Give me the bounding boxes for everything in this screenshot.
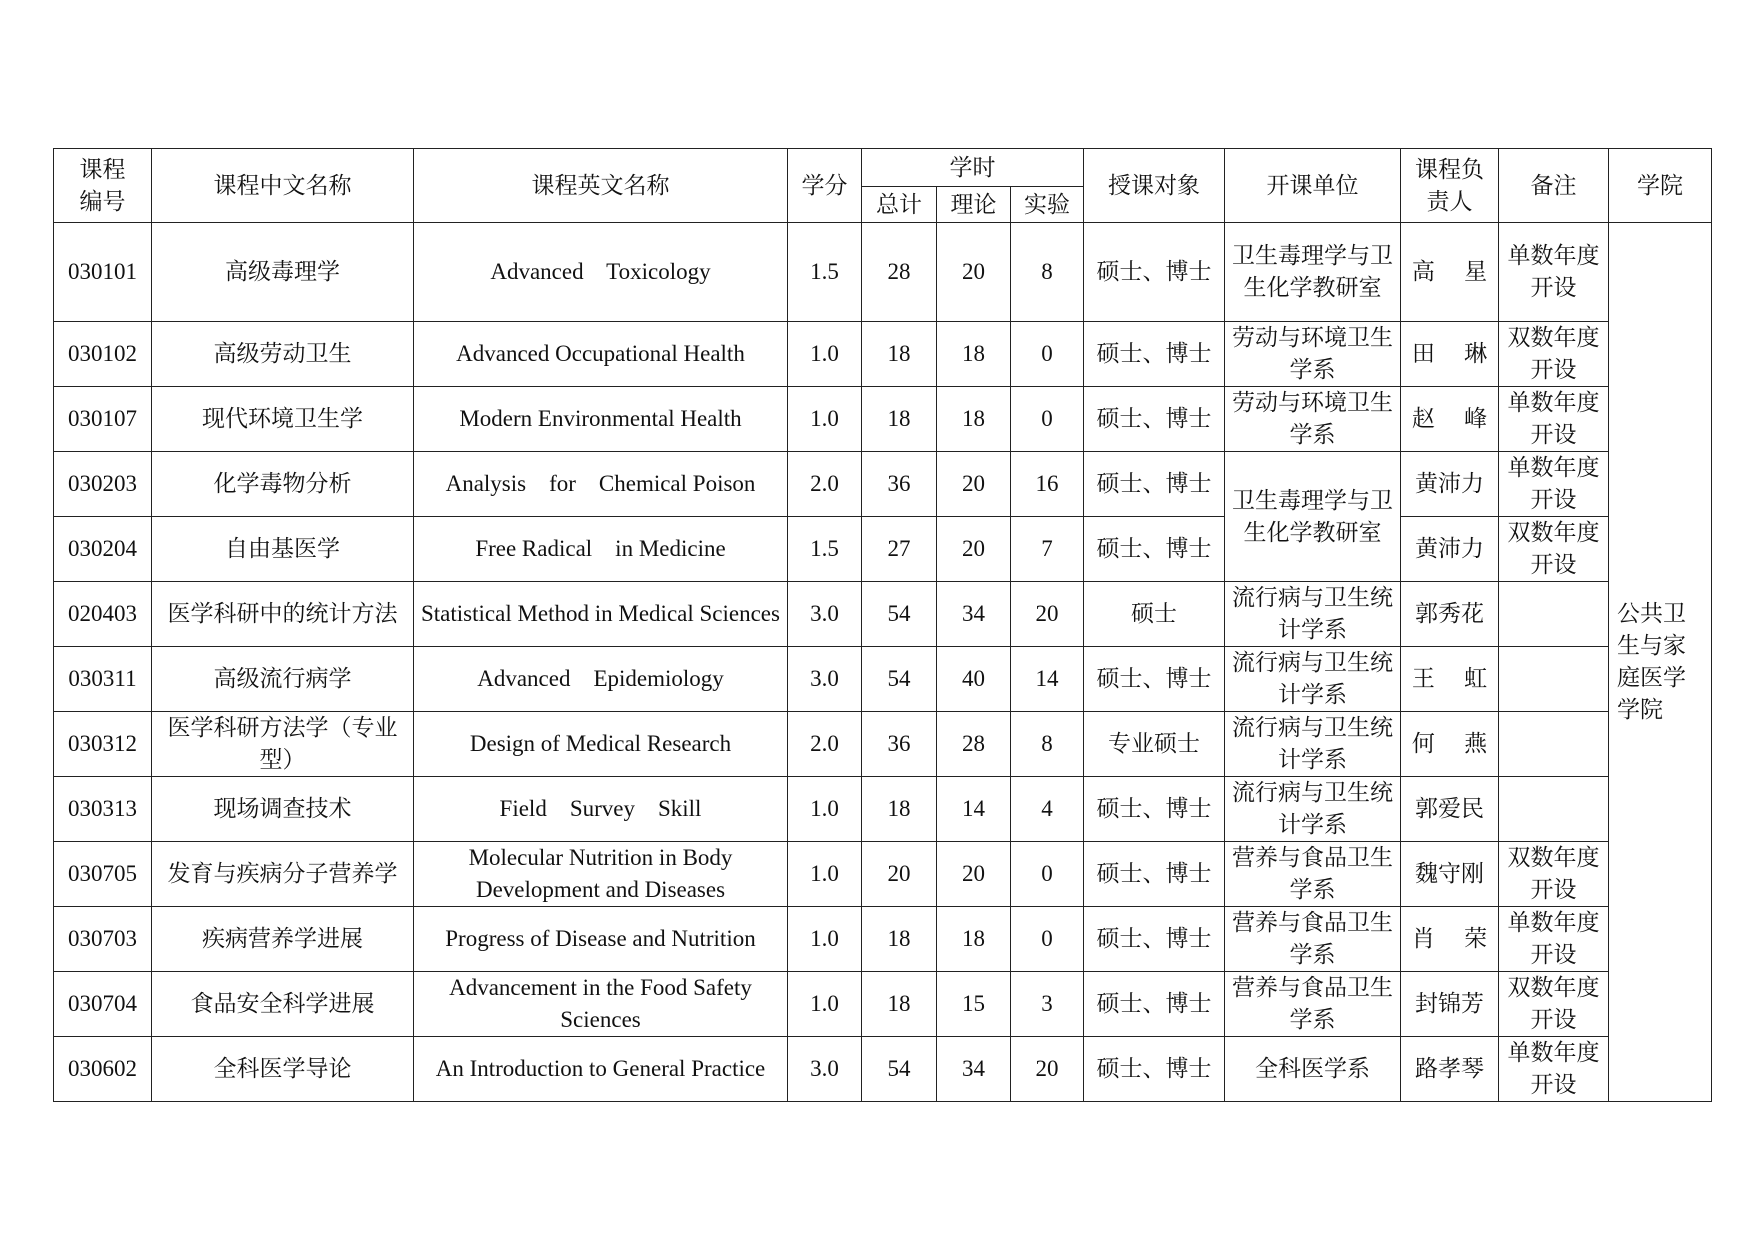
course-note [1499,647,1609,712]
course-credit: 1.5 [788,517,862,582]
hours-lab: 14 [1011,647,1084,712]
course-code: 030311 [54,647,152,712]
course-lead: 封锦芳 [1401,972,1499,1037]
course-cn-name: 高级劳动卫生 [152,322,414,387]
course-en-name: Advanced Epidemiology [414,647,788,712]
course-audience: 硕士、博士 [1084,387,1225,452]
table-row [54,712,1712,777]
header-cn-name: 课程中文名称 [152,149,414,223]
course-en-name: Free Radical in Medicine [414,517,788,582]
course-cn-name: 疾病营养学进展 [152,907,414,972]
course-credit: 1.0 [788,972,862,1037]
course-en-name: Molecular Nutrition in Body Development and Diseases [414,842,788,907]
hours-theory: 20 [937,452,1011,517]
hours-theory: 28 [937,712,1011,777]
course-cn-name: 全科医学导论 [152,1037,414,1102]
course-lead: 何 燕 [1401,712,1499,777]
course-credit: 1.5 [788,223,862,322]
table-row [54,223,1712,322]
course-dept: 劳动与环境卫生学系 [1225,322,1401,387]
course-lead: 高 星 [1401,223,1499,322]
course-note: 单数年度开设 [1499,907,1609,972]
hours-theory: 18 [937,322,1011,387]
course-lead: 田 琳 [1401,322,1499,387]
course-code: 030102 [54,322,152,387]
course-en-name: Progress of Disease and Nutrition [414,907,788,972]
header-credit: 学分 [788,149,862,223]
table-row [54,582,1712,647]
hours-theory: 20 [937,842,1011,907]
hours-total: 18 [862,972,937,1037]
course-cn-name: 化学毒物分析 [152,452,414,517]
course-dept: 劳动与环境卫生学系 [1225,387,1401,452]
course-note: 双数年度开设 [1499,517,1609,582]
header-hours-lab: 实验 [1011,187,1084,223]
hours-total: 20 [862,842,937,907]
course-note: 单数年度开设 [1499,1037,1609,1102]
course-cn-name: 高级毒理学 [152,223,414,322]
table-row [54,452,1712,517]
course-credit: 3.0 [788,582,862,647]
course-cn-name: 现场调查技术 [152,777,414,842]
hours-total: 36 [862,452,937,517]
table-row [54,972,1712,1037]
course-dept: 卫生毒理学与卫生化学教研室 [1225,223,1401,322]
hours-total: 18 [862,777,937,842]
course-audience: 硕士、博士 [1084,972,1225,1037]
table-row [54,387,1712,452]
course-credit: 1.0 [788,777,862,842]
course-code: 030312 [54,712,152,777]
hours-total: 27 [862,517,937,582]
course-credit: 1.0 [788,907,862,972]
course-code: 030705 [54,842,152,907]
course-code: 030704 [54,972,152,1037]
table-row [54,647,1712,712]
course-note: 单数年度开设 [1499,223,1609,322]
course-en-name: Modern Environmental Health [414,387,788,452]
hours-lab: 8 [1011,223,1084,322]
course-audience: 硕士、博士 [1084,647,1225,712]
hours-theory: 40 [937,647,1011,712]
course-dept: 营养与食品卫生学系 [1225,842,1401,907]
course-dept: 流行病与卫生统计学系 [1225,777,1401,842]
course-code: 030204 [54,517,152,582]
course-audience: 硕士、博士 [1084,223,1225,322]
course-credit: 1.0 [788,387,862,452]
hours-total: 18 [862,907,937,972]
hours-total: 18 [862,387,937,452]
course-en-name: Analysis for Chemical Poison [414,452,788,517]
header-lead: 课程负 责人 [1401,149,1499,223]
course-cn-name: 医学科研中的统计方法 [152,582,414,647]
course-lead: 赵 峰 [1401,387,1499,452]
course-dept: 营养与食品卫生学系 [1225,907,1401,972]
hours-total: 54 [862,1037,937,1102]
course-table [53,148,1712,1102]
course-cn-name: 自由基医学 [152,517,414,582]
hours-total: 54 [862,647,937,712]
course-credit: 2.0 [788,452,862,517]
course-audience: 硕士、博士 [1084,842,1225,907]
table-row [54,517,1712,582]
header-row [54,149,1712,187]
table-row [54,777,1712,842]
hours-total: 28 [862,223,937,322]
course-note: 单数年度开设 [1499,387,1609,452]
hours-lab: 0 [1011,387,1084,452]
hours-lab: 0 [1011,842,1084,907]
course-code: 030313 [54,777,152,842]
header-hours: 学时 [862,149,1084,187]
hours-total: 18 [862,322,937,387]
course-cn-name: 发育与疾病分子营养学 [152,842,414,907]
course-en-name: Advanced Toxicology [414,223,788,322]
course-audience: 硕士、博士 [1084,907,1225,972]
course-note: 双数年度开设 [1499,972,1609,1037]
hours-theory: 20 [937,517,1011,582]
hours-theory: 34 [937,1037,1011,1102]
table-row [54,322,1712,387]
course-en-name: Design of Medical Research [414,712,788,777]
hours-total: 36 [862,712,937,777]
course-code: 020403 [54,582,152,647]
course-credit: 3.0 [788,647,862,712]
course-note: 双数年度开设 [1499,842,1609,907]
hours-lab: 20 [1011,582,1084,647]
course-dept: 卫生毒理学与卫生化学教研室 [1225,452,1401,582]
course-audience: 硕士、博士 [1084,517,1225,582]
hours-theory: 18 [937,387,1011,452]
course-en-name: Advanced Occupational Health [414,322,788,387]
course-code: 030101 [54,223,152,322]
course-audience: 硕士 [1084,582,1225,647]
hours-lab: 8 [1011,712,1084,777]
course-dept: 流行病与卫生统计学系 [1225,712,1401,777]
header-hours-total: 总计 [862,187,937,223]
course-lead: 郭秀花 [1401,582,1499,647]
course-audience: 硕士、博士 [1084,452,1225,517]
course-en-name: Advancement in the Food Safety Sciences [414,972,788,1037]
course-cn-name: 医学科研方法学（专业型） [152,712,414,777]
course-lead: 郭爱民 [1401,777,1499,842]
course-lead: 黄沛力 [1401,452,1499,517]
header-hours-theory: 理论 [937,187,1011,223]
hours-theory: 20 [937,223,1011,322]
hours-theory: 34 [937,582,1011,647]
course-dept: 流行病与卫生统计学系 [1225,582,1401,647]
course-note: 单数年度开设 [1499,452,1609,517]
hours-lab: 0 [1011,907,1084,972]
course-cn-name: 高级流行病学 [152,647,414,712]
course-audience: 硕士、博士 [1084,1037,1225,1102]
course-lead: 王 虹 [1401,647,1499,712]
course-code: 030203 [54,452,152,517]
header-college: 学院 [1609,149,1712,223]
course-lead: 黄沛力 [1401,517,1499,582]
course-note [1499,712,1609,777]
course-credit: 2.0 [788,712,862,777]
course-lead: 肖 荣 [1401,907,1499,972]
course-code: 030107 [54,387,152,452]
header-audience: 授课对象 [1084,149,1225,223]
hours-lab: 16 [1011,452,1084,517]
course-audience: 硕士、博士 [1084,322,1225,387]
course-code: 030602 [54,1037,152,1102]
course-audience: 硕士、博士 [1084,777,1225,842]
hours-lab: 0 [1011,322,1084,387]
course-code: 030703 [54,907,152,972]
table-row [54,1037,1712,1102]
course-dept: 全科医学系 [1225,1037,1401,1102]
hours-theory: 14 [937,777,1011,842]
table-row [54,907,1712,972]
course-note: 双数年度开设 [1499,322,1609,387]
course-credit: 3.0 [788,1037,862,1102]
course-table-sheet [53,148,1711,1102]
table-row [54,842,1712,907]
course-dept: 营养与食品卫生学系 [1225,972,1401,1037]
course-cn-name: 现代环境卫生学 [152,387,414,452]
course-cn-name: 食品安全科学进展 [152,972,414,1037]
hours-theory: 18 [937,907,1011,972]
hours-lab: 3 [1011,972,1084,1037]
course-en-name: Statistical Method in Medical Sciences [414,582,788,647]
course-dept: 流行病与卫生统计学系 [1225,647,1401,712]
course-en-name: An Introduction to General Practice [414,1037,788,1102]
course-lead: 路孝琴 [1401,1037,1499,1102]
header-en-name: 课程英文名称 [414,149,788,223]
hours-lab: 7 [1011,517,1084,582]
college-cell: 公共卫生与家庭医学学院 [1609,223,1712,1102]
hours-lab: 20 [1011,1037,1084,1102]
hours-total: 54 [862,582,937,647]
hours-theory: 15 [937,972,1011,1037]
course-audience: 专业硕士 [1084,712,1225,777]
header-code: 课程 编号 [54,149,152,223]
header-dept: 开课单位 [1225,149,1401,223]
course-credit: 1.0 [788,322,862,387]
hours-lab: 4 [1011,777,1084,842]
course-credit: 1.0 [788,842,862,907]
course-en-name: Field Survey Skill [414,777,788,842]
header-note: 备注 [1499,149,1609,223]
course-note [1499,777,1609,842]
course-note [1499,582,1609,647]
course-lead: 魏守刚 [1401,842,1499,907]
